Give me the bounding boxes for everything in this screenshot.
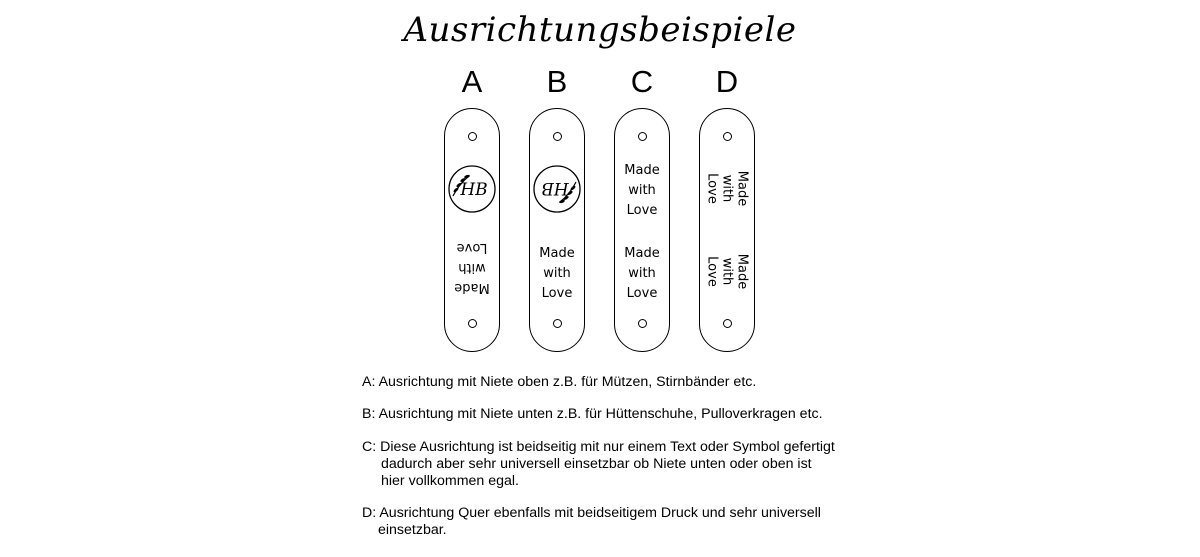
page-title: Ausrichtungsbeispiele: [403, 10, 797, 50]
rivet-hole-bottom: [468, 319, 477, 328]
column-label-a: A: [461, 64, 483, 99]
description-d-line2: einsetzbar.: [378, 522, 447, 538]
description-c-line1: C: Diese Ausrichtung ist beidseitig mit nur einem Text oder Symbol gefertigt: [362, 439, 835, 455]
tag-a: [444, 108, 500, 352]
description-b: B: Ausrichtung mit Niete unten z.B. für Hüttenschuhe, Pulloverkragen etc.: [362, 406, 823, 422]
rivet-hole-top: [723, 132, 732, 141]
column-label-c: C: [630, 64, 654, 99]
tag-text-sideways-lower: Made with Love: [704, 253, 750, 290]
monogram-text: HB: [541, 178, 569, 198]
tag-d: [699, 108, 755, 352]
rivet-hole-top: [553, 132, 562, 141]
description-c: [362, 439, 835, 490]
tag-text-rotated: Made with Love: [454, 240, 490, 295]
column-label-d: D: [715, 64, 739, 99]
description-a: A: Ausrichtung mit Niete oben z.B. für Mützen, Stirnbänder etc.: [362, 374, 757, 390]
description-c-line3: hier vollkommen egal.: [381, 473, 519, 489]
description-c-line2: dadurch aber sehr universell einsetzbar ob Niete unten oder oben ist: [381, 456, 812, 472]
tag-text-upper: Made with Love: [624, 163, 660, 218]
monogram-logo-rotated: [532, 164, 582, 214]
rivet-hole-bottom: [553, 319, 562, 328]
rivet-hole-top: [638, 132, 647, 141]
monogram-logo: [447, 164, 497, 214]
tag-text-lower: Made with Love: [624, 246, 660, 301]
rivet-hole-bottom: [723, 319, 732, 328]
column-label-b: B: [546, 64, 568, 99]
tag-b: [529, 108, 585, 352]
tag-text-sideways-upper: Made with Love: [704, 170, 750, 207]
description-d-line1: D: Ausrichtung Quer ebenfalls mit beidseitigem Druck und sehr universell: [362, 505, 821, 521]
tag-text: Made with Love: [539, 246, 575, 301]
tag-c: [614, 108, 670, 352]
rivet-hole-top: [468, 132, 477, 141]
monogram-text: HB: [460, 180, 488, 200]
description-d: [362, 505, 821, 539]
rivet-hole-bottom: [638, 319, 647, 328]
